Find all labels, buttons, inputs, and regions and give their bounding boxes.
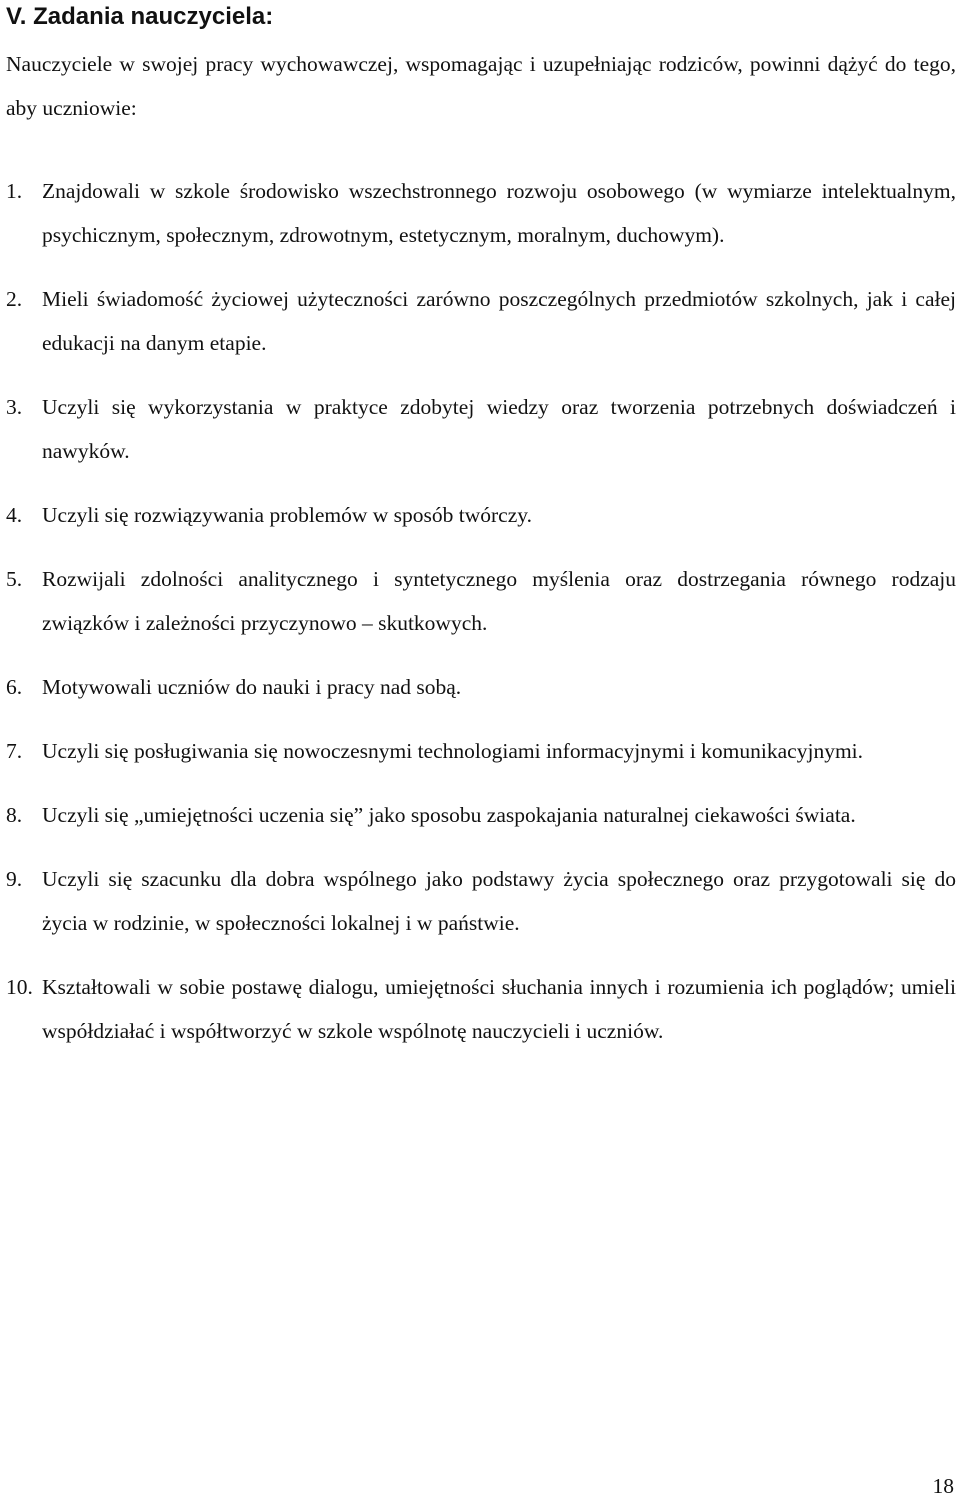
list-item (0, 169, 956, 257)
list-item-number: 1. (6, 179, 23, 203)
list-item (0, 277, 956, 365)
list-item-text: Znajdowali w szkole środowisko wszechstronnego rozwoju osobowego (w wymiarze intelektualnym, psychicznym, społecznym, zdrowotnym, estetycznym, moralnym, duchowym). (42, 179, 956, 247)
list-item-number: 9. (6, 867, 23, 891)
teacher-tasks-list (0, 169, 956, 1073)
list-item-text: Uczyli się rozwiązywania problemów w sposób twórczy. (42, 503, 532, 527)
list-item-text: Motywowali uczniów do nauki i pracy nad sobą. (42, 675, 462, 699)
list-item (0, 857, 956, 945)
section-heading: V. Zadania nauczyciela: (6, 3, 274, 30)
list-item-number: 8. (6, 803, 23, 827)
list-item-text: Uczyli się „umiejętności uczenia się” jako sposobu zaspokajania naturalnej ciekawości świata. (42, 803, 856, 827)
intro-paragraph: Nauczyciele w swojej pracy wychowawczej, wspomagając i uzupełniając rodziców, powinni dążyć do tego, aby uczniowie: (6, 52, 956, 120)
list-item-number: 10. (6, 975, 33, 999)
list-item-number: 2. (6, 287, 23, 311)
list-item-number: 6. (6, 675, 23, 699)
list-item (0, 793, 956, 837)
list-item-text: Uczyli się posługiwania się nowoczesnymi technologiami informacyjnymi i komunikacyjnymi. (42, 739, 864, 763)
list-item-text: Mieli świadomość życiowej użyteczności zarówno poszczególnych przedmiotów szkolnych, jak i całej edukacji na danym etapie. (42, 287, 956, 355)
list-item-number: 3. (6, 395, 23, 419)
list-item (0, 965, 956, 1053)
page-number: 18 (932, 1474, 954, 1498)
list-item (0, 493, 956, 537)
list-item-text: Uczyli się wykorzystania w praktyce zdobytej wiedzy oraz tworzenia potrzebnych doświadczeń i nawyków. (42, 395, 956, 463)
list-item-text: Rozwijali zdolności analitycznego i syntetycznego myślenia oraz dostrzegania równego rodzaju związków i zależności przyczynowo – skutkowych. (42, 567, 956, 635)
list-item-text: Uczyli się szacunku dla dobra wspólnego jako podstawy życia społecznego oraz przygotowali się do życia w rodzinie, w społeczności lokalnej i w państwie. (42, 867, 956, 935)
list-item-number: 5. (6, 567, 23, 591)
list-item (0, 385, 956, 473)
list-item-number: 4. (6, 503, 23, 527)
list-item (0, 729, 956, 773)
list-item (0, 557, 956, 645)
list-item (0, 665, 956, 709)
list-item-text: Kształtowali w sobie postawę dialogu, umiejętności słuchania innych i rozumienia ich poglądów; umieli współdziałać i współtworzyć w szkole wspólnotę nauczycieli i uczniów. (42, 975, 956, 1043)
list-item-number: 7. (6, 739, 23, 763)
